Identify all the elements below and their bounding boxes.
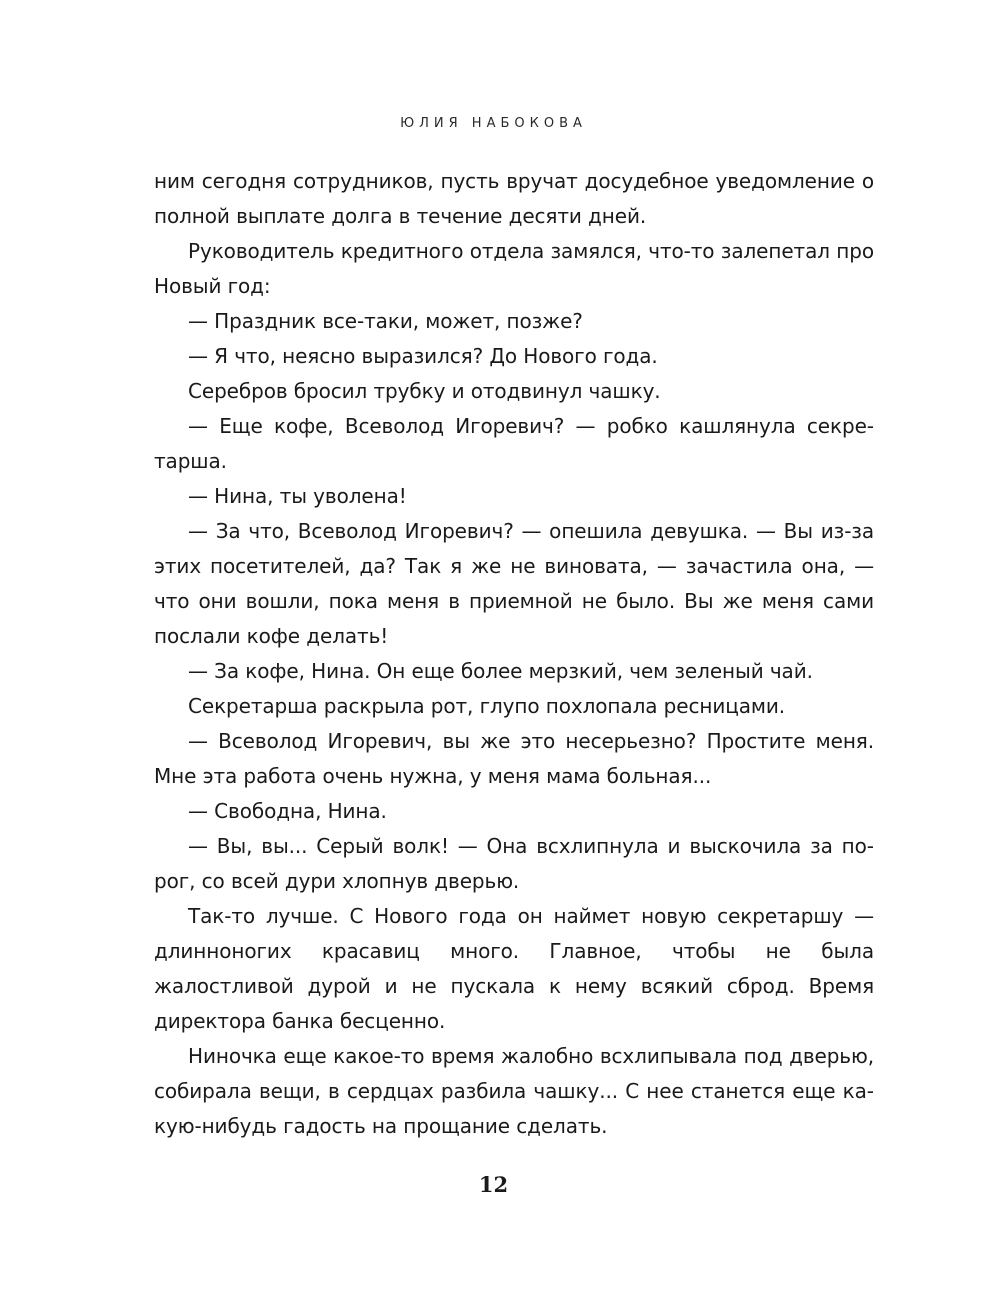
paragraph-11: — Всеволод Игоревич, вы же это несерьезно? Простите меня. Мне эта работа очень нужна, у меня мама больная... — [154, 729, 874, 788]
page-number: 12 — [478, 1172, 509, 1197]
paragraph-8: — За что, Всеволод Игоревич? — опешила девушка. — Вы из-за этих посетителей, да? Так я же не виновата, — зачастила она, — что они вошли, пока меня в приемной не было. Вы же меня сами послали кофе делать! — [154, 519, 874, 648]
paragraph-5: Серебров бросил трубку и отодвинул чашку. — [188, 379, 661, 403]
running-head: ЮЛИЯ НАБОКОВА — [400, 116, 587, 131]
paragraph-9: — За кофе, Нина. Он еще более мерзкий, чем зеленый чай. — [188, 659, 813, 683]
paragraph-1: ним сегодня сотрудников, пусть вручат досудебное уведомление о полной выплате долга в течение десяти дней. — [154, 169, 874, 228]
paragraph-7: — Нина, ты уволена! — [188, 484, 407, 508]
paragraph-3: — Праздник все-таки, может, позже? — [188, 309, 583, 333]
paragraph-2: Руководитель кредитного отдела замялся, что-то залепетал про Новый год: — [154, 239, 874, 298]
paragraph-12: — Свободна, Нина. — [188, 799, 387, 823]
paragraph-13: — Вы, вы... Серый волк! — Она всхлипнула и выскочила за порог, со всей дури хлопнув дверью. — [154, 834, 874, 893]
paragraph-6: — Еще кофе, Всеволод Игоревич? — робко кашлянула секретарша. — [154, 414, 874, 473]
body-text — [154, 164, 874, 1144]
paragraph-15: Ниночка еще какое-то время жалобно всхлипывала под дверью, собирала вещи, в сердцах разбила чашку... С нее станется еще какую-нибудь гадость на прощание сделать. — [154, 1044, 874, 1138]
paragraph-14: Так-то лучше. С Нового года он наймет новую секретаршу — длинноногих красавиц много. Главное, чтобы не была жалостливой дурой и не пускала к нему всякий сброд. Время директора банка бесценно. — [154, 904, 874, 1033]
paragraph-10: Секретарша раскрыла рот, глупо похлопала ресницами. — [188, 694, 786, 718]
paragraph-4: — Я что, неясно выразился? До Нового года. — [188, 344, 658, 368]
